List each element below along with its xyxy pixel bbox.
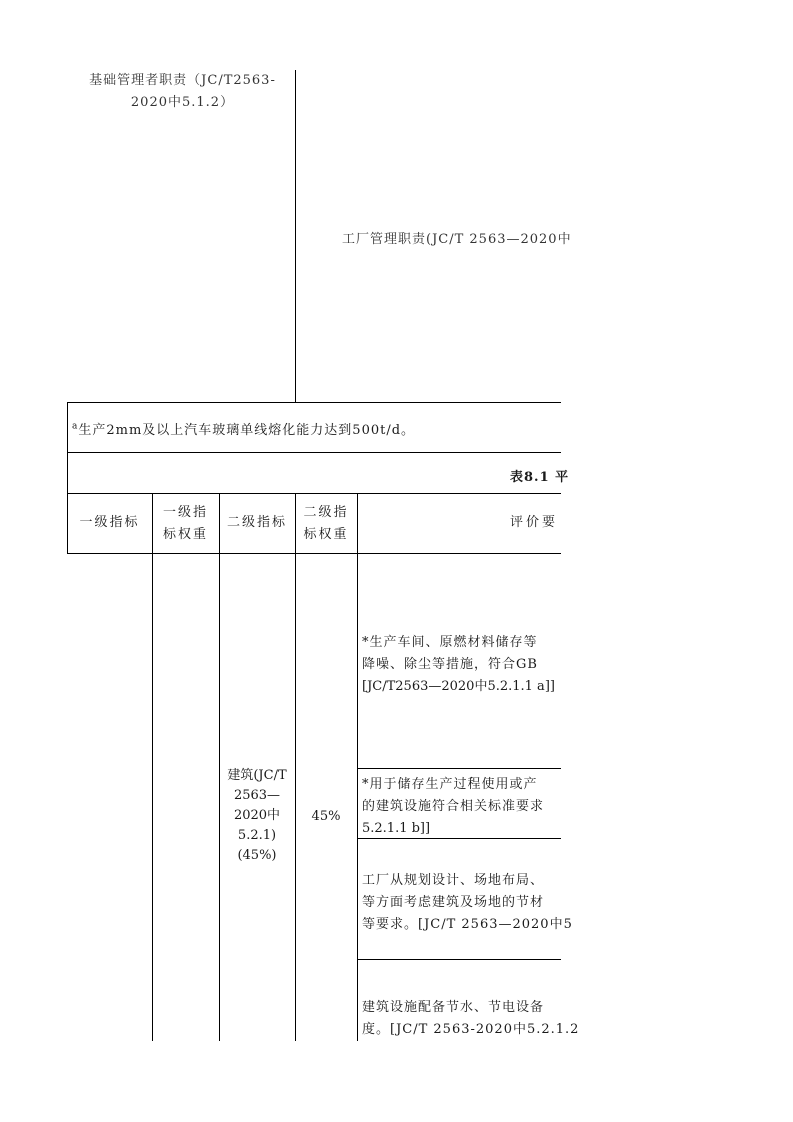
factory-management-label: 工厂管理职责(JC/T 2563—2020中 xyxy=(342,232,572,247)
footnote-bottom-border xyxy=(67,452,561,453)
requirement-3-line-2: 等方面考虑建筑及场地的节材 xyxy=(362,895,545,910)
requirement-3-line-3: 等要求。[JC/T 2563—2020中5 xyxy=(362,917,573,932)
requirement-1-bottom-border xyxy=(357,768,561,769)
header-primary-weight xyxy=(152,502,219,546)
footnote-top-border xyxy=(67,402,561,403)
header-primary-indicator: 一级指标 xyxy=(79,515,140,530)
requirement-1-line-2: 降噪、除尘等措施，符合GB xyxy=(362,657,538,672)
building-line-1: 建筑(JC/T xyxy=(227,768,287,783)
building-line-2: 2563— xyxy=(233,788,281,803)
header-col-divider-1 xyxy=(152,493,153,1041)
basic-management-line2: 2020中5.1.2） xyxy=(130,95,235,110)
header-primary-weight-line1: 一级指 xyxy=(162,505,208,520)
requirement-4-line-2: 度。[JC/T 2563-2020中5.2.1.2 xyxy=(362,1022,580,1037)
footnote xyxy=(72,419,415,438)
footnote-text: 生产2mm及以上汽车玻璃单线熔化能力达到500t/d。 xyxy=(78,423,416,438)
header-secondary-weight xyxy=(295,502,357,546)
table-title: 表8.1 平 xyxy=(510,470,570,485)
requirement-4 xyxy=(362,997,580,1041)
building-line-5: (45%) xyxy=(237,848,277,863)
footnote-marker: a xyxy=(72,421,79,432)
requirement-2-line-3: 5.2.1.1 b]] xyxy=(362,821,431,836)
header-secondary-weight-line2: 标权重 xyxy=(303,527,349,542)
secondary-weight-value: 45% xyxy=(311,809,341,824)
requirement-3 xyxy=(362,870,573,936)
requirement-1 xyxy=(362,632,561,698)
header-col-divider-3 xyxy=(295,493,296,1041)
header-evaluation-requirements: 评价要 xyxy=(510,515,559,530)
requirement-1-line-3: [JC/T2563—2020中5.2.1.1 a]] xyxy=(362,679,555,694)
requirement-3-line-1: 工厂从规划设计、场地布局、 xyxy=(362,873,545,888)
secondary-indicator-building xyxy=(219,766,295,866)
header-bottom-border xyxy=(67,553,561,554)
basic-management-line1: 基础管理者职责（JC/T2563- xyxy=(89,73,276,88)
requirement-2-line-1: *用于储存生产过程使用或产 xyxy=(362,777,538,792)
header-secondary-weight-line1: 二级指 xyxy=(303,505,349,520)
top-section-divider xyxy=(295,70,296,403)
header-secondary-indicator: 二级指标 xyxy=(226,515,287,530)
building-line-3: 2020中 xyxy=(233,808,281,823)
header-primary-weight-line2: 标权重 xyxy=(162,527,208,542)
requirement-4-line-1: 建筑设施配备节水、节电设备 xyxy=(362,1000,545,1015)
building-line-4: 5.2.1) xyxy=(237,828,277,843)
basic-management-label xyxy=(70,70,295,114)
requirement-2-bottom-border xyxy=(357,838,561,839)
title-bottom-border xyxy=(67,493,561,494)
requirement-3-bottom-border xyxy=(357,959,561,960)
requirement-2-line-2: 的建筑设施符合相关标准要求 xyxy=(362,799,545,814)
requirement-1-line-1: *生产车间、原燃材料储存等 xyxy=(362,635,538,650)
requirement-2 xyxy=(362,774,561,840)
